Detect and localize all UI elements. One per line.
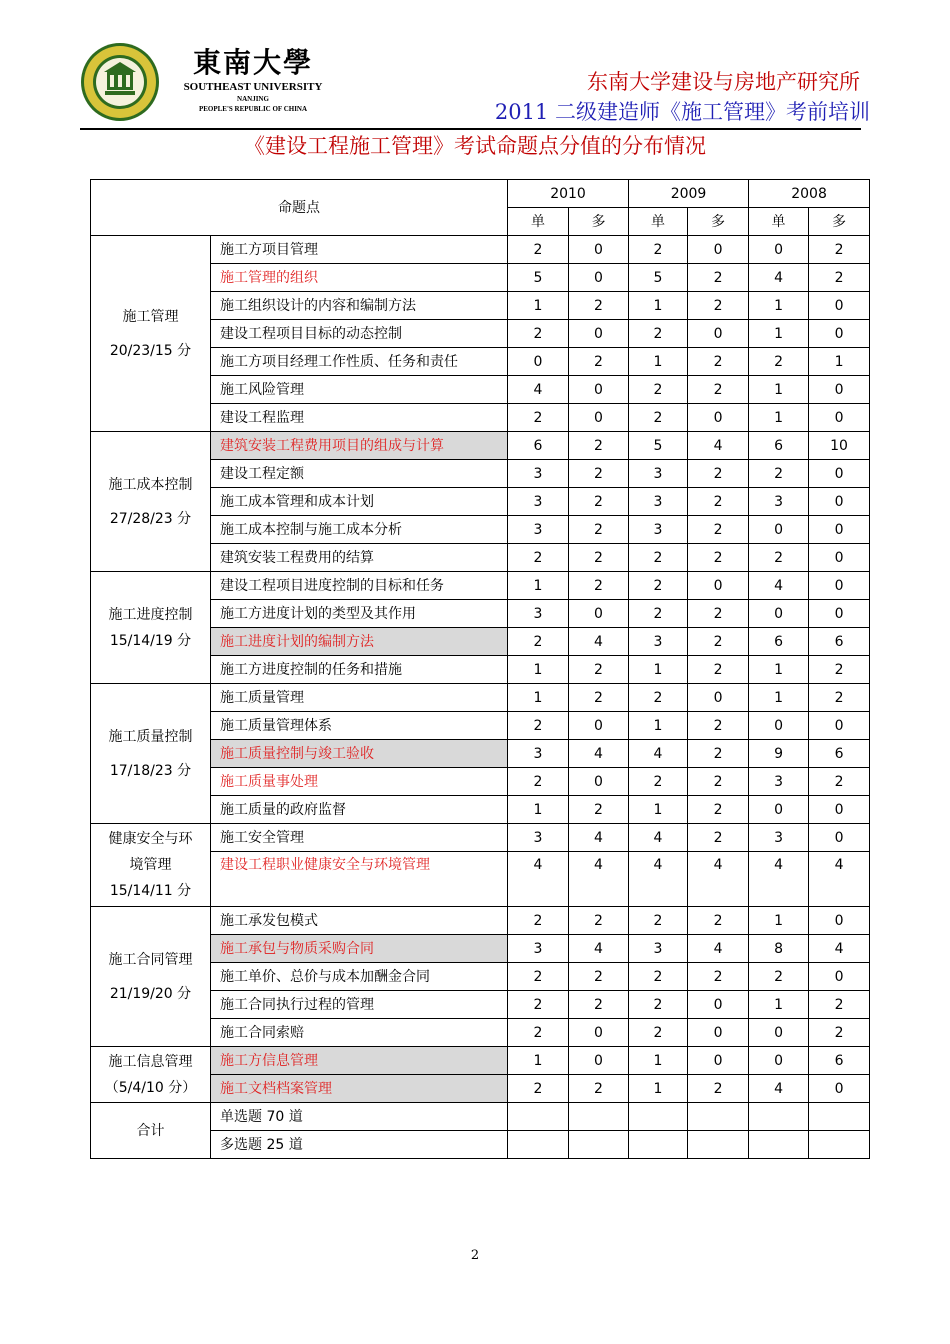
value-cell: 3 <box>508 824 569 852</box>
brand-english-name: SOUTHEAST UNIVERSITY <box>183 81 323 93</box>
value-cell: 0 <box>809 488 870 516</box>
value-cell: 2 <box>629 768 688 796</box>
value-cell: 0 <box>688 404 749 432</box>
value-cell: 2 <box>688 544 749 572</box>
value-cell: 1 <box>749 684 809 712</box>
category-cell <box>91 684 211 824</box>
value-cell: 3 <box>629 460 688 488</box>
value-cell: 4 <box>749 852 809 907</box>
value-cell: 0 <box>688 1019 749 1047</box>
category-cell <box>91 907 211 1047</box>
value-cell: 2 <box>809 991 870 1019</box>
category-cell <box>91 1047 211 1103</box>
value-cell: 2 <box>629 376 688 404</box>
category-name: 施工合同管理 <box>108 951 193 968</box>
value-cell: 4 <box>569 935 629 963</box>
value-cell: 3 <box>508 488 569 516</box>
value-cell: 2 <box>629 963 688 991</box>
value-cell: 1 <box>749 656 809 684</box>
header-multi: 多 <box>688 208 749 236</box>
value-cell: 2 <box>569 684 629 712</box>
value-cell: 1 <box>629 712 688 740</box>
value-cell: 1 <box>508 572 569 600</box>
value-cell: 5 <box>629 264 688 292</box>
topic-cell: 建筑安装工程费用的结算 <box>211 544 508 572</box>
course-name: 2011 二级建造师《施工管理》考前培训 <box>494 100 870 124</box>
value-cell: 6 <box>508 432 569 460</box>
value-cell: 2 <box>629 684 688 712</box>
value-cell: 4 <box>749 1075 809 1103</box>
value-cell: 2 <box>569 656 629 684</box>
value-cell: 0 <box>569 768 629 796</box>
value-cell <box>809 1131 870 1159</box>
value-cell: 2 <box>629 320 688 348</box>
category-cell <box>91 572 211 684</box>
topic-cell: 施工合同索赔 <box>211 1019 508 1047</box>
value-cell: 4 <box>809 852 870 907</box>
value-cell: 4 <box>629 852 688 907</box>
topic-cell: 施工承发包模式 <box>211 907 508 935</box>
table-row <box>91 824 870 852</box>
value-cell: 0 <box>569 376 629 404</box>
value-cell: 3 <box>508 740 569 768</box>
value-cell: 0 <box>749 796 809 824</box>
value-cell: 2 <box>569 488 629 516</box>
topic-cell: 施工合同执行过程的管理 <box>211 991 508 1019</box>
brand-country: PEOPLE'S REPUBLIC OF CHINA <box>198 105 308 113</box>
value-cell: 2 <box>688 348 749 376</box>
value-cell <box>629 1131 688 1159</box>
value-cell: 3 <box>629 516 688 544</box>
value-cell <box>749 1131 809 1159</box>
value-cell: 1 <box>749 991 809 1019</box>
header-year: 2008 <box>749 180 870 208</box>
value-cell: 2 <box>508 991 569 1019</box>
value-cell: 2 <box>688 460 749 488</box>
value-cell: 0 <box>508 348 569 376</box>
value-cell: 0 <box>749 1019 809 1047</box>
topic-cell: 施工承包与物质采购合同 <box>211 935 508 963</box>
topic-cell: 施工进度计划的编制方法 <box>211 628 508 656</box>
value-cell <box>569 1131 629 1159</box>
value-cell: 2 <box>688 600 749 628</box>
value-cell: 0 <box>749 236 809 264</box>
value-cell: 0 <box>569 320 629 348</box>
value-cell: 2 <box>508 907 569 935</box>
value-cell: 0 <box>688 572 749 600</box>
value-cell: 2 <box>569 516 629 544</box>
value-cell: 2 <box>688 740 749 768</box>
value-cell: 2 <box>688 963 749 991</box>
value-cell: 9 <box>749 740 809 768</box>
total-label: 合计 <box>91 1103 211 1159</box>
total-single: 单选题 70 道 <box>211 1103 508 1131</box>
value-cell: 6 <box>809 740 870 768</box>
value-cell: 1 <box>629 292 688 320</box>
value-cell: 4 <box>508 376 569 404</box>
value-cell: 4 <box>809 935 870 963</box>
value-cell: 2 <box>809 264 870 292</box>
value-cell <box>688 1103 749 1131</box>
category-cell <box>91 824 211 907</box>
value-cell: 2 <box>508 236 569 264</box>
value-cell: 2 <box>809 768 870 796</box>
value-cell <box>629 1103 688 1131</box>
value-cell: 0 <box>569 1047 629 1075</box>
category-score: 27/28/23 分 <box>109 510 192 527</box>
value-cell: 3 <box>629 935 688 963</box>
value-cell: 1 <box>629 796 688 824</box>
topic-cell: 施工方项目经理工作性质、任务和责任 <box>211 348 508 376</box>
value-cell: 2 <box>688 907 749 935</box>
value-cell: 0 <box>809 460 870 488</box>
value-cell: 3 <box>749 488 809 516</box>
value-cell: 1 <box>508 796 569 824</box>
value-cell: 2 <box>688 1075 749 1103</box>
value-cell: 1 <box>508 1047 569 1075</box>
value-cell: 1 <box>629 1047 688 1075</box>
value-cell: 0 <box>809 796 870 824</box>
score-distribution-table <box>90 179 870 1159</box>
category-score: 15/14/19 分 <box>109 632 192 649</box>
value-cell: 0 <box>569 236 629 264</box>
value-cell: 0 <box>569 712 629 740</box>
category-cell <box>91 432 211 572</box>
value-cell: 1 <box>749 404 809 432</box>
table-row <box>91 1103 870 1131</box>
category-score: 21/19/20 分 <box>109 985 192 1002</box>
value-cell: 4 <box>569 740 629 768</box>
value-cell: 6 <box>749 628 809 656</box>
value-cell: 2 <box>569 991 629 1019</box>
value-cell: 3 <box>629 488 688 516</box>
topic-cell: 施工方进度控制的任务和措施 <box>211 656 508 684</box>
value-cell: 2 <box>569 796 629 824</box>
page-number: 2 <box>470 1248 480 1263</box>
value-cell: 2 <box>809 236 870 264</box>
value-cell: 6 <box>809 1047 870 1075</box>
category-name: 施工管理 <box>122 308 179 325</box>
value-cell: 4 <box>508 852 569 907</box>
value-cell: 3 <box>749 768 809 796</box>
category-name: 健康安全与环 <box>108 831 193 847</box>
value-cell: 1 <box>809 348 870 376</box>
value-cell: 10 <box>809 432 870 460</box>
topic-cell: 施工成本控制与施工成本分析 <box>211 516 508 544</box>
value-cell: 2 <box>749 544 809 572</box>
value-cell: 2 <box>688 824 749 852</box>
topic-cell: 建筑安装工程费用项目的组成与计算 <box>211 432 508 460</box>
topic-cell: 建设工程项目目标的动态控制 <box>211 320 508 348</box>
value-cell: 1 <box>749 292 809 320</box>
value-cell: 2 <box>688 516 749 544</box>
value-cell: 2 <box>508 963 569 991</box>
value-cell: 2 <box>629 991 688 1019</box>
value-cell: 2 <box>569 572 629 600</box>
category-name: 施工进度控制 <box>108 606 193 623</box>
topic-cell: 施工管理的组织 <box>211 264 508 292</box>
value-cell: 2 <box>809 684 870 712</box>
value-cell: 0 <box>688 236 749 264</box>
value-cell: 3 <box>749 824 809 852</box>
value-cell: 4 <box>569 852 629 907</box>
total-multi: 多选题 25 道 <box>211 1131 508 1159</box>
value-cell: 0 <box>809 516 870 544</box>
header-single: 单 <box>508 208 569 236</box>
topic-cell: 施工单价、总价与成本加酬金合同 <box>211 963 508 991</box>
value-cell: 0 <box>569 264 629 292</box>
value-cell: 0 <box>809 824 870 852</box>
value-cell: 2 <box>569 1075 629 1103</box>
value-cell: 1 <box>749 320 809 348</box>
value-cell: 4 <box>569 628 629 656</box>
value-cell: 2 <box>508 1019 569 1047</box>
value-cell: 8 <box>749 935 809 963</box>
value-cell: 0 <box>809 376 870 404</box>
value-cell: 0 <box>809 572 870 600</box>
value-cell: 1 <box>629 656 688 684</box>
value-cell: 1 <box>629 1075 688 1103</box>
value-cell: 0 <box>569 1019 629 1047</box>
value-cell: 0 <box>688 991 749 1019</box>
value-cell: 0 <box>749 1047 809 1075</box>
category-score: （5/4/10 分） <box>104 1079 197 1096</box>
value-cell: 2 <box>688 628 749 656</box>
header-topic: 命题点 <box>91 180 508 236</box>
value-cell: 0 <box>688 1047 749 1075</box>
value-cell: 4 <box>688 852 749 907</box>
topic-cell: 施工方进度计划的类型及其作用 <box>211 600 508 628</box>
value-cell: 0 <box>749 712 809 740</box>
value-cell: 4 <box>688 935 749 963</box>
topic-cell: 建设工程项目进度控制的目标和任务 <box>211 572 508 600</box>
value-cell: 2 <box>508 1075 569 1103</box>
topic-cell: 施工组织设计的内容和编制方法 <box>211 292 508 320</box>
value-cell: 5 <box>508 264 569 292</box>
topic-cell: 施工成本管理和成本计划 <box>211 488 508 516</box>
value-cell: 4 <box>629 740 688 768</box>
topic-cell: 施工质量管理 <box>211 684 508 712</box>
value-cell: 0 <box>809 1075 870 1103</box>
value-cell: 6 <box>749 432 809 460</box>
topic-cell: 建设工程定额 <box>211 460 508 488</box>
value-cell: 3 <box>629 628 688 656</box>
value-cell: 0 <box>569 404 629 432</box>
value-cell: 6 <box>809 628 870 656</box>
header-multi: 多 <box>809 208 870 236</box>
table-row <box>91 572 870 600</box>
table-row <box>91 1047 870 1075</box>
value-cell: 1 <box>749 907 809 935</box>
value-cell: 1 <box>629 348 688 376</box>
value-cell: 0 <box>809 600 870 628</box>
value-cell: 4 <box>569 824 629 852</box>
value-cell: 0 <box>749 516 809 544</box>
topic-cell: 施工质量管理体系 <box>211 712 508 740</box>
value-cell: 4 <box>749 572 809 600</box>
value-cell: 2 <box>688 264 749 292</box>
topic-cell: 施工质量控制与竣工验收 <box>211 740 508 768</box>
value-cell: 0 <box>809 320 870 348</box>
brand-chinese-name: 東南大學 <box>192 48 313 79</box>
value-cell: 2 <box>508 320 569 348</box>
value-cell <box>688 1131 749 1159</box>
university-brand <box>168 48 338 114</box>
header-year: 2010 <box>508 180 629 208</box>
value-cell: 2 <box>688 376 749 404</box>
category-name: 施工成本控制 <box>108 476 193 493</box>
value-cell: 2 <box>629 907 688 935</box>
topic-cell: 建设工程监理 <box>211 404 508 432</box>
value-cell: 1 <box>749 376 809 404</box>
topic-cell: 施工文档档案管理 <box>211 1075 508 1103</box>
value-cell: 1 <box>508 292 569 320</box>
value-cell: 2 <box>749 460 809 488</box>
page-title: 《建设工程施工管理》考试命题点分值的分布情况 <box>244 134 706 158</box>
value-cell: 2 <box>629 236 688 264</box>
topic-cell: 施工方信息管理 <box>211 1047 508 1075</box>
value-cell <box>809 1103 870 1131</box>
header-multi: 多 <box>569 208 629 236</box>
value-cell: 2 <box>569 460 629 488</box>
value-cell: 2 <box>629 544 688 572</box>
value-cell: 4 <box>688 432 749 460</box>
value-cell: 2 <box>688 712 749 740</box>
value-cell: 2 <box>508 628 569 656</box>
value-cell: 4 <box>749 264 809 292</box>
value-cell: 3 <box>508 600 569 628</box>
category-cell <box>91 236 211 432</box>
value-cell: 2 <box>508 768 569 796</box>
value-cell: 0 <box>809 963 870 991</box>
value-cell: 1 <box>508 684 569 712</box>
value-cell: 0 <box>569 600 629 628</box>
value-cell <box>749 1103 809 1131</box>
value-cell: 2 <box>809 1019 870 1047</box>
value-cell: 2 <box>809 656 870 684</box>
category-score: 15/14/11 分 <box>109 883 192 899</box>
table-row <box>91 236 870 264</box>
value-cell: 2 <box>749 963 809 991</box>
value-cell <box>508 1103 569 1131</box>
value-cell: 4 <box>629 824 688 852</box>
value-cell: 2 <box>688 796 749 824</box>
value-cell: 2 <box>569 907 629 935</box>
table-row <box>91 907 870 935</box>
category-name: 施工信息管理 <box>108 1053 193 1070</box>
header-single: 单 <box>629 208 688 236</box>
value-cell: 2 <box>629 404 688 432</box>
value-cell: 2 <box>629 572 688 600</box>
category-name: 施工质量控制 <box>108 728 193 745</box>
category-score: 20/23/15 分 <box>109 342 192 359</box>
brand-city: NANJING <box>237 95 269 103</box>
value-cell: 0 <box>809 292 870 320</box>
header-single: 单 <box>749 208 809 236</box>
value-cell: 0 <box>749 600 809 628</box>
topic-cell: 施工质量事处理 <box>211 768 508 796</box>
value-cell: 3 <box>508 460 569 488</box>
category-name: 境管理 <box>129 857 172 873</box>
value-cell <box>569 1103 629 1131</box>
value-cell: 3 <box>508 516 569 544</box>
value-cell: 2 <box>569 544 629 572</box>
value-cell: 2 <box>508 712 569 740</box>
value-cell: 2 <box>569 963 629 991</box>
value-cell: 2 <box>688 656 749 684</box>
value-cell: 2 <box>569 348 629 376</box>
value-cell: 2 <box>569 432 629 460</box>
institute-name: 东南大学建设与房地产研究所 <box>587 70 860 94</box>
value-cell: 2 <box>688 768 749 796</box>
value-cell: 2 <box>629 1019 688 1047</box>
university-seal-logo <box>80 42 160 122</box>
value-cell: 0 <box>809 544 870 572</box>
value-cell: 5 <box>629 432 688 460</box>
topic-cell: 施工质量的政府监督 <box>211 796 508 824</box>
topic-cell: 建设工程职业健康安全与环境管理 <box>211 852 508 907</box>
topic-cell: 施工安全管理 <box>211 824 508 852</box>
value-cell: 2 <box>749 348 809 376</box>
value-cell: 0 <box>809 712 870 740</box>
value-cell: 0 <box>809 404 870 432</box>
table-row <box>91 684 870 712</box>
value-cell: 0 <box>809 907 870 935</box>
value-cell <box>508 1131 569 1159</box>
value-cell: 2 <box>508 544 569 572</box>
value-cell: 2 <box>688 488 749 516</box>
header-year: 2009 <box>629 180 749 208</box>
value-cell: 3 <box>508 935 569 963</box>
topic-cell: 施工风险管理 <box>211 376 508 404</box>
value-cell: 2 <box>688 292 749 320</box>
topic-cell: 施工方项目管理 <box>211 236 508 264</box>
value-cell: 0 <box>688 684 749 712</box>
value-cell: 2 <box>629 600 688 628</box>
value-cell: 0 <box>688 320 749 348</box>
value-cell: 2 <box>569 292 629 320</box>
table-row <box>91 432 870 460</box>
value-cell: 1 <box>508 656 569 684</box>
category-score: 17/18/23 分 <box>109 762 192 779</box>
value-cell: 2 <box>508 404 569 432</box>
